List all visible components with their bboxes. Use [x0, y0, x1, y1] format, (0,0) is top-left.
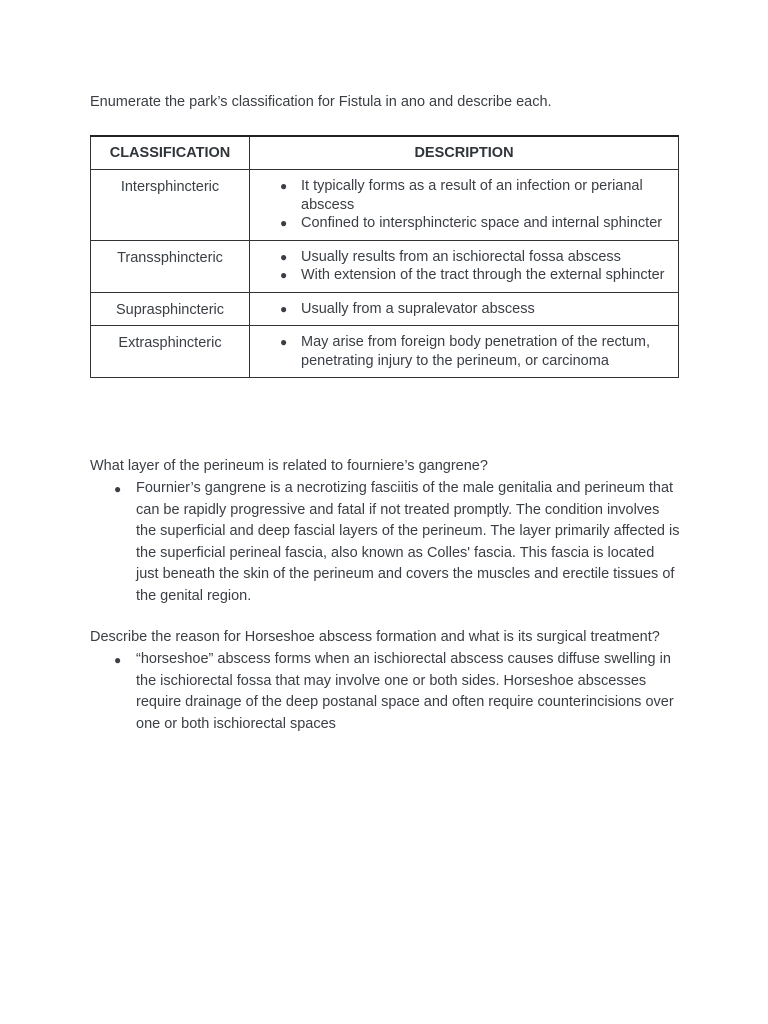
description-item: ● May arise from foreign body penetration of the rectum, penetrating injury to the perineum, or carcinoma: [280, 334, 650, 369]
bullet-icon: ●: [280, 249, 288, 264]
fournier-section: [90, 457, 680, 607]
classification-name: Suprasphincteric: [91, 292, 250, 326]
question-fournier: What layer of the perineum is related to fourniere’s gangrene?: [90, 458, 488, 474]
answer-fournier: ● Fournier’s gangrene is a necrotizing fasciitis of the male genitalia and perineum that can be rapidly progressive and fatal if not treated promptly. The condition involves the superficial and deep fascial layers of the perineum. The layer primarily affected is the superficial perineal fascia, also known as Colles' fascia. This fascia is located just beneath the skin of the perineum and covers the muscles and erectile tissues of the genital region.: [114, 480, 680, 604]
table-row: [91, 240, 679, 292]
header-classification: CLASSIFICATION: [91, 136, 250, 170]
table-header-row: [91, 136, 679, 170]
description-item: ● Usually from a supralevator abscess: [280, 300, 535, 317]
classification-description: [250, 326, 679, 378]
question-horseshoe: Describe the reason for Horseshoe abscess formation and what is its surgical treatment?: [90, 629, 660, 645]
bullet-icon: ●: [280, 268, 288, 282]
classification-name: Intersphincteric: [91, 170, 250, 241]
horseshoe-section: [90, 628, 680, 735]
description-item: ● It typically forms as a result of an infection or perianal abscess: [280, 178, 643, 213]
table-row: [91, 326, 679, 378]
description-item: ● Confined to intersphincteric space and internal sphincter: [280, 215, 663, 231]
header-description: DESCRIPTION: [250, 136, 679, 170]
classification-description: [250, 240, 679, 292]
bullet-icon: ●: [114, 653, 122, 667]
table-row: [91, 292, 679, 326]
description-item: ● With extension of the tract through the external sphincter: [280, 267, 665, 283]
answer-horseshoe: ● “horseshoe” abscess forms when an ischiorectal abscess causes diffuse swelling in the ischiorectal fossa that may involve one or both sides. Horseshoe abscesses require drainage of the deep postanal space and often require counterincisions over one or both ischiorectal spaces: [114, 651, 674, 732]
classification-name: Extrasphincteric: [91, 326, 250, 378]
classification-name: Transsphincteric: [91, 240, 250, 292]
bullet-icon: ●: [280, 301, 288, 316]
bullet-icon: ●: [280, 335, 288, 349]
classification-description: [250, 292, 679, 326]
bullet-icon: ●: [280, 179, 288, 193]
classification-table: [90, 135, 679, 378]
description-item: ● Usually results from an ischiorectal fossa abscess: [280, 248, 621, 265]
bullet-icon: ●: [280, 216, 288, 230]
question-fistula-classification: Enumerate the park’s classification for Fistula in ano and describe each.: [90, 94, 552, 110]
classification-description: [250, 170, 679, 241]
bullet-icon: ●: [114, 482, 122, 496]
table-row: [91, 170, 679, 241]
